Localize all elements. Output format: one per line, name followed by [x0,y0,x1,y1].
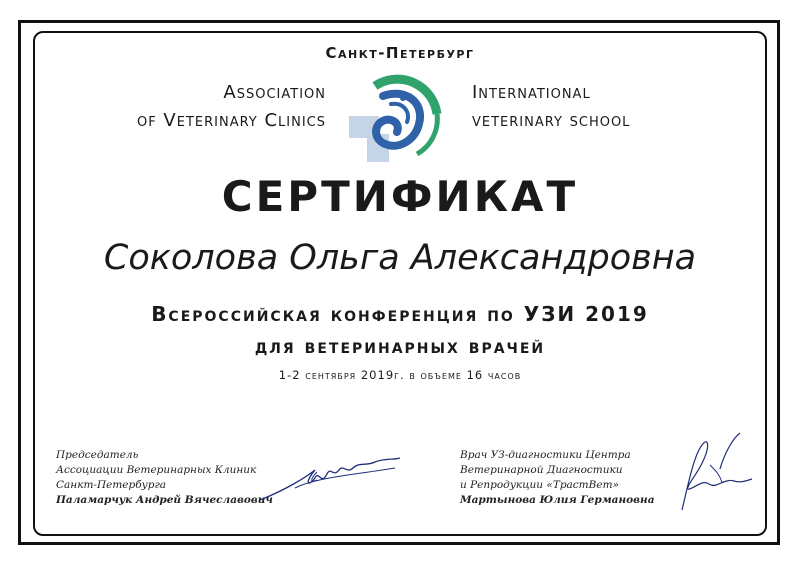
signatory-left-title-2: Ассоциации Ветеринарных Клиник [56,464,257,476]
event-dates: 1-2 сентября 2019г. в объеме 16 часов [278,368,522,382]
association-line-2: of Veterinary Clinics [137,110,326,131]
school-line-1: International [472,82,591,103]
signatory-right-name: Мартынова Юлия Германовна [460,494,655,506]
certificate-title: СЕРТИФИКАТ [221,172,579,221]
signatory-right-title-1: Врач УЗ-диагностики Центра [460,449,631,461]
signatory-left-name: Паламарчук Андрей Вячеславович [56,494,273,506]
signatory-right [460,448,655,508]
school-line-2: veterinary school [472,110,631,131]
signatory-right-title-2: Ветеринарной Диагностики [460,464,623,476]
signatory-left [56,448,273,508]
signatory-right-title-3: и Репродукции «ТрастВет» [460,479,619,491]
signatory-left-title-1: Председатель [56,449,139,461]
signatory-left-title-3: Санкт-Петербурга [56,479,167,491]
veterinary-logo-icon [345,74,445,166]
association-line-1: Association [223,82,326,103]
city-header: Санкт-Петербург [325,44,475,62]
event-line-2: для ветеринарных врачей [254,334,546,358]
signature-icon [650,425,760,515]
recipient-name: Соколова Ольга Александровна [103,238,697,278]
event-line-1: Всероссийская конференция по УЗИ 2019 [151,302,649,326]
signature-icon [255,448,405,508]
